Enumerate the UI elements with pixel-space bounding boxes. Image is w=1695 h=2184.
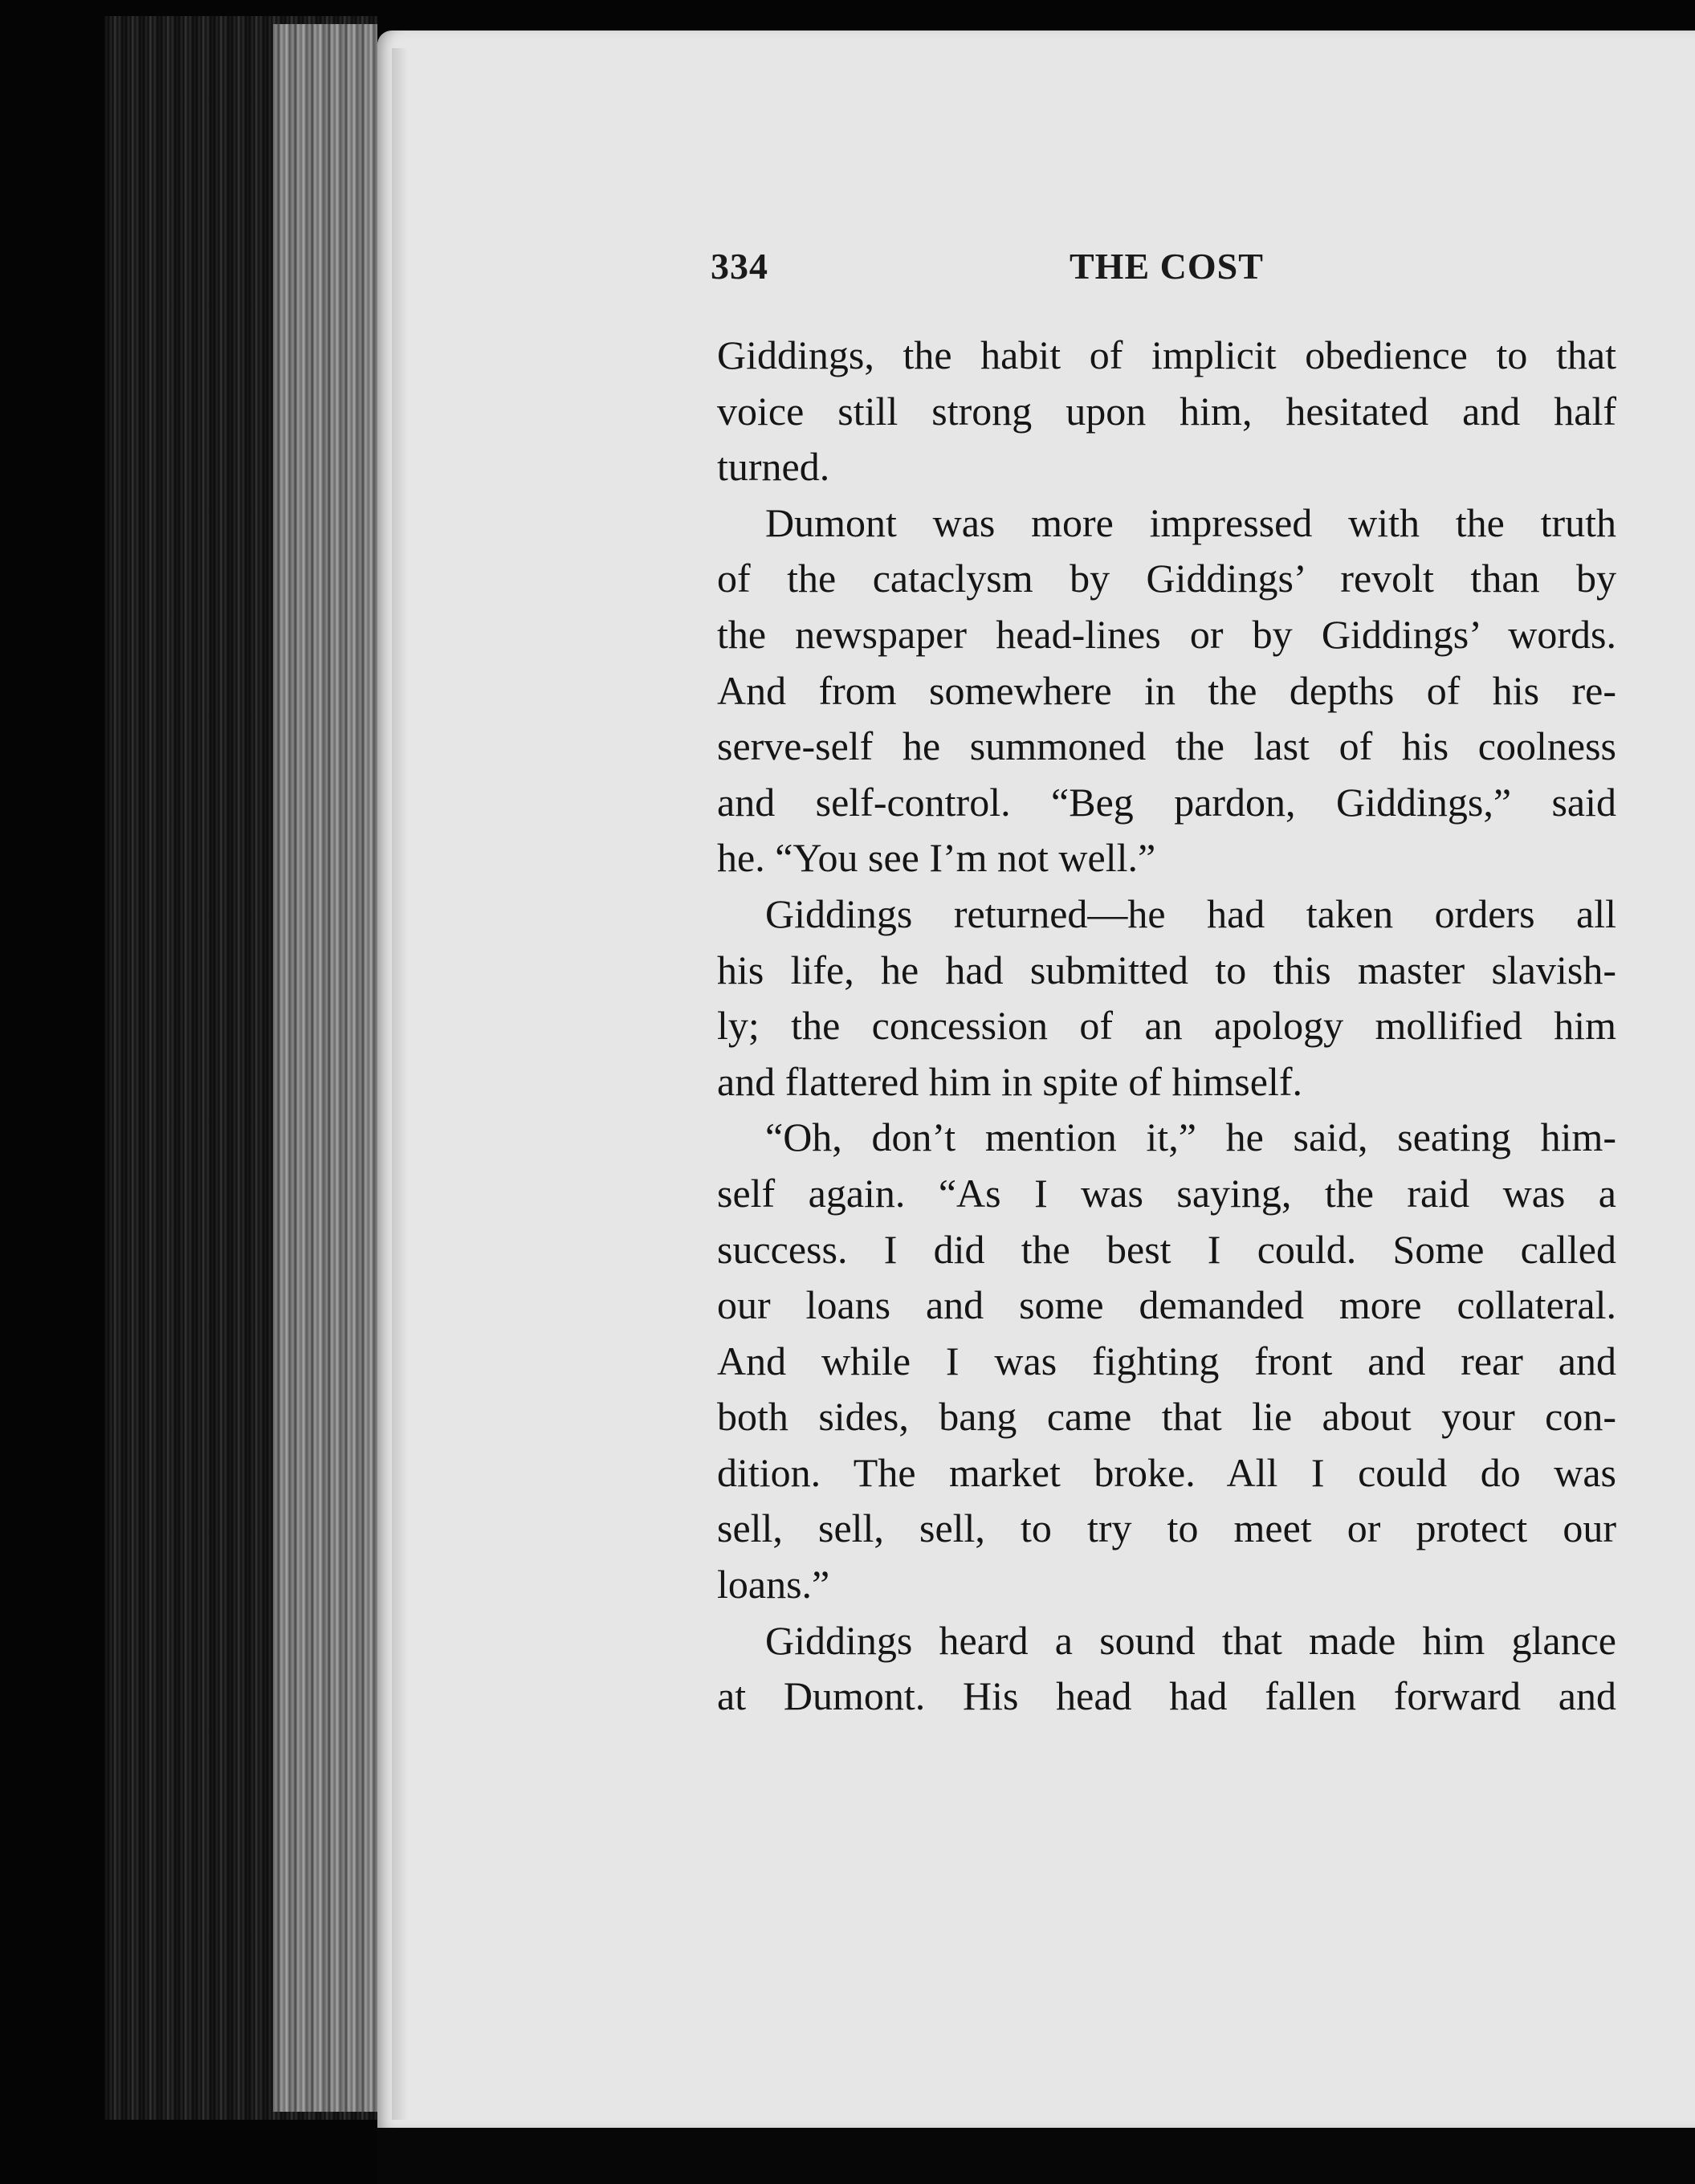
page-number: 334 — [711, 246, 768, 287]
paragraph — [717, 886, 1616, 1110]
text-line: Dumont was more impressed with the truth — [765, 499, 1616, 545]
paragraph — [717, 495, 1616, 886]
text-line: at Dumont. His head had fallen forward and — [717, 1673, 1616, 1719]
text-line: our loans and some demanded more collateral. — [717, 1282, 1616, 1328]
text-line: both sides, bang came that lie about your con- — [717, 1394, 1616, 1440]
text-line: success. I did the best I could. Some called — [717, 1226, 1616, 1272]
text-line: self again. “As I was saying, the raid was a — [717, 1170, 1616, 1216]
text-line: ly; the concession of an apology mollified him — [717, 1003, 1616, 1049]
paragraph — [717, 328, 1616, 495]
body-text — [717, 328, 1616, 1725]
book-page-stack — [273, 24, 377, 2112]
text-line: his life, he had submitted to this master slavish- — [717, 947, 1616, 992]
text-line: dition. The market broke. All I could do was — [717, 1449, 1616, 1495]
text-line: “Oh, don’t mention it,” he said, seating him- — [765, 1114, 1616, 1160]
text-line: and flattered him in spite of himself. — [717, 1058, 1302, 1104]
running-title: THE COST — [1070, 246, 1264, 287]
text-line: he. “You see I’m not well.” — [717, 835, 1156, 881]
text-line: Giddings heard a sound that made him glance — [765, 1617, 1616, 1663]
text-line: And from somewhere in the depths of his re- — [717, 667, 1616, 713]
scan-bottom-border — [377, 2128, 1695, 2184]
text-line: voice still strong upon him, hesitated and half — [717, 388, 1616, 434]
text-line: serve-self he summoned the last of his coolness — [717, 723, 1616, 769]
text-line: of the cataclysm by Giddings’ revolt than by — [717, 556, 1616, 601]
text-line: loans.” — [717, 1562, 830, 1607]
text-line: turned. — [717, 444, 830, 490]
page-gutter-shadow — [392, 48, 408, 2120]
running-head — [711, 245, 1618, 293]
text-line: And while I was fighting front and rear and — [717, 1338, 1616, 1383]
text-line: and self-control. “Beg pardon, Giddings,” said — [717, 779, 1616, 825]
text-line: sell, sell, sell, to try to meet or protect our — [717, 1506, 1616, 1551]
text-line: Giddings, the habit of implicit obedience to that — [717, 332, 1616, 377]
paragraph — [717, 1110, 1616, 1612]
text-line: the newspaper head-lines or by Giddings’ words. — [717, 611, 1616, 657]
paragraph — [717, 1613, 1616, 1725]
text-line: Giddings returned—he had taken orders all — [765, 890, 1616, 936]
